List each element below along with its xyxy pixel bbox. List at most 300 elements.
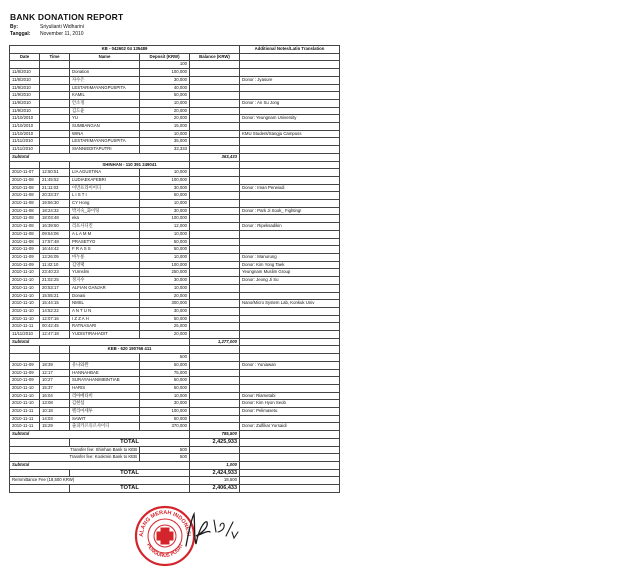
note-cell: Donor : Yuniawan	[240, 361, 340, 369]
date-cell: 2010-11-10	[10, 300, 40, 308]
name-cell: 김현섭	[70, 400, 140, 408]
note-cell	[240, 246, 340, 254]
balance-cell	[190, 377, 240, 385]
balance-cell	[190, 323, 240, 331]
name-cell: A N T U N	[70, 307, 140, 315]
name-cell: 정지수	[70, 277, 140, 285]
deposit-cell: 10,000	[140, 230, 190, 238]
cell	[10, 438, 70, 446]
subtotal-row	[10, 461, 340, 469]
subtotal-value: 1,000	[190, 461, 240, 469]
svg-text:PALANG MERAH INDONESIA: ALANG MERAH INDONESI	[138, 509, 192, 537]
date-cell: 2010-11-08	[10, 192, 40, 200]
time-cell: 16:04	[40, 392, 70, 400]
note-cell: Donor: Jeong Ji Su	[240, 277, 340, 285]
report-title: BANK DONATION REPORT	[10, 12, 124, 22]
name-cell: A L A M M	[70, 230, 140, 238]
time-cell	[40, 130, 70, 138]
table-row	[10, 377, 340, 385]
note-cell: Donor: Yeungnam University	[240, 115, 340, 123]
deposit-cell: 50,000	[140, 315, 190, 323]
date-cell: 2010-11-09	[10, 369, 40, 377]
time-cell	[40, 123, 70, 131]
balance-cell	[190, 184, 240, 192]
time-cell	[40, 76, 70, 84]
date-cell: 2010-11-08	[10, 230, 40, 238]
subtotal-row	[10, 431, 340, 439]
date-cell: 11/10/2010	[10, 123, 40, 131]
date-line	[10, 31, 84, 37]
deposit-cell: 20,000	[140, 107, 190, 115]
note-cell: KMU Student/Sangju Campuss	[240, 130, 340, 138]
table-row	[10, 130, 340, 138]
note-cell: Donor: Kim Yong Taek	[240, 261, 340, 269]
cell	[240, 346, 340, 354]
subtotal-row	[10, 153, 340, 161]
balance-cell	[190, 176, 240, 184]
deposit-cell: 10,000	[140, 253, 190, 261]
date-cell: 11/9/2010	[10, 92, 40, 100]
date-cell: 11/8/2010	[10, 76, 40, 84]
donation-table-body	[10, 46, 340, 493]
balance-cell	[190, 269, 240, 277]
time-cell: 12:50:51	[40, 169, 70, 177]
date-cell: 2010-11-10	[10, 384, 40, 392]
balance-cell	[190, 261, 240, 269]
table-row	[10, 315, 340, 323]
table-row	[10, 261, 340, 269]
balance-cell	[190, 192, 240, 200]
name-cell: 유나와완	[70, 361, 140, 369]
date-label: Tanggal:	[10, 31, 31, 37]
total-label: TOTAL	[70, 438, 190, 446]
table-row	[10, 69, 340, 77]
time-cell: 18:39	[40, 361, 70, 369]
table-row	[10, 384, 340, 392]
name-cell: I Z Z A H	[70, 315, 140, 323]
balance-cell	[190, 369, 240, 377]
time-cell: 09:54:06	[40, 230, 70, 238]
note-cell	[240, 323, 340, 331]
name-cell: LUDIAEKAFEBRI	[70, 176, 140, 184]
date-cell: 11/9/2010	[10, 99, 40, 107]
section-title: KEB - 620 190766 411	[70, 346, 190, 354]
balance-cell	[190, 361, 240, 369]
time-cell: 10:18	[40, 408, 70, 416]
date-cell: 2010-11-08	[10, 215, 40, 223]
note-cell: Donor : Park Ji Sook_ Fighting!	[240, 207, 340, 215]
deposit-cell: 20,000	[140, 115, 190, 123]
balance-cell	[190, 384, 240, 392]
deposit-cell: 10,000	[140, 200, 190, 208]
cell	[190, 454, 240, 462]
table-row	[10, 84, 340, 92]
name-cell: PRASETYO	[70, 238, 140, 246]
table-row	[10, 123, 340, 131]
table-row	[10, 207, 340, 215]
table-row	[10, 307, 340, 315]
table-row	[10, 92, 340, 100]
table-row	[10, 392, 340, 400]
time-cell: 00:42:45	[40, 323, 70, 331]
deposit-cell: 33,333	[140, 146, 190, 154]
name-cell: HARIS	[70, 384, 140, 392]
fee-value: 500	[140, 454, 190, 462]
name-cell: Donation	[70, 69, 140, 77]
table-row	[10, 107, 340, 115]
time-cell	[40, 115, 70, 123]
table-row	[10, 415, 340, 423]
balance-cell	[190, 307, 240, 315]
table-row	[10, 361, 340, 369]
table-row	[10, 284, 340, 292]
table-row	[10, 423, 340, 431]
date-cell: 2010-11-10	[10, 315, 40, 323]
name-cell: YU	[70, 115, 140, 123]
deposit-cell: 30,000	[140, 184, 190, 192]
subtotal-label: Subtotal	[10, 461, 190, 469]
svg-text:PENGURUS PUSAT: PENGURUS PUSAT	[145, 542, 185, 560]
cell	[40, 346, 70, 354]
header-row-account	[10, 46, 340, 54]
time-cell: 12:07:16	[40, 315, 70, 323]
date-cell: 2010-11-11	[10, 408, 40, 416]
name-cell: YUDISTIRAHADIT	[70, 331, 140, 339]
date-cell: 2010-11-08	[10, 176, 40, 184]
name-cell: SAWIT	[70, 415, 140, 423]
fee-label: Transfer fee: Shinhan Bank to KEB	[10, 446, 140, 454]
note-cell	[240, 238, 340, 246]
name-cell: LIA AGUSTINA	[70, 169, 140, 177]
note-cell: Donor : Manurung	[240, 253, 340, 261]
fee-row	[10, 446, 340, 454]
cell	[190, 446, 240, 454]
column-header: Deposit (KRW)	[140, 53, 190, 61]
name-cell: ALFIAN GANJAR	[70, 284, 140, 292]
deposit-cell: 25,000	[140, 323, 190, 331]
date-cell: 2010-11-10	[10, 284, 40, 292]
balance-cell	[190, 230, 240, 238]
note-cell	[240, 315, 340, 323]
balance-cell	[190, 138, 240, 146]
account-header: KB - 042602 04 135489	[10, 46, 240, 54]
name-cell: L I S T I	[70, 192, 140, 200]
date-cell	[10, 61, 40, 69]
balance-cell	[190, 69, 240, 77]
balance-cell	[190, 215, 240, 223]
balance-cell	[190, 84, 240, 92]
cell	[240, 438, 340, 446]
cell	[190, 346, 240, 354]
table-row	[10, 215, 340, 223]
total-label: TOTAL	[70, 485, 190, 493]
deposit-cell: 100,000	[140, 408, 190, 416]
time-cell: 15:37	[40, 384, 70, 392]
subtotal-value: 785,500	[190, 431, 240, 439]
time-cell	[40, 99, 70, 107]
table-row	[10, 253, 340, 261]
deposit-cell: 500	[140, 354, 190, 362]
balance-cell	[190, 415, 240, 423]
by-value: Sriyulianti Widharini	[40, 24, 84, 30]
note-cell	[240, 230, 340, 238]
column-header	[240, 53, 340, 61]
deposit-cell: 35,000	[140, 138, 190, 146]
name-cell: CY Hong	[70, 200, 140, 208]
date-cell: 2010-11-08	[10, 223, 40, 231]
date-cell: 2010-11-10	[10, 277, 40, 285]
note-cell	[240, 415, 340, 423]
time-cell: 19:56:30	[40, 200, 70, 208]
deposit-cell: 50,000	[140, 361, 190, 369]
time-cell: 12:17	[40, 369, 70, 377]
time-cell: 13:08	[40, 400, 70, 408]
balance-cell	[190, 277, 240, 285]
name-cell: 김영택	[70, 261, 140, 269]
time-cell: 15:29	[40, 423, 70, 431]
table-row	[10, 223, 340, 231]
name-cell: NMSL	[70, 300, 140, 308]
deposit-cell: 370,000	[140, 423, 190, 431]
cell	[10, 485, 70, 493]
time-cell: 18:24:32	[40, 207, 70, 215]
name-cell: WINA	[70, 130, 140, 138]
total-row	[10, 485, 340, 493]
table-row	[10, 246, 340, 254]
column-header: Date	[10, 53, 40, 61]
name-cell: SURAYAHANIMBINTIAB	[70, 377, 140, 385]
name-cell: 김도윤	[70, 107, 140, 115]
table-row	[10, 408, 340, 416]
deposit-cell: 50,000	[140, 415, 190, 423]
note-cell	[240, 107, 340, 115]
name-cell: YUmslim	[70, 269, 140, 277]
table-row	[10, 115, 340, 123]
deposit-cell: 20,000	[140, 331, 190, 339]
name-cell: 안소정	[70, 99, 140, 107]
balance-cell	[190, 423, 240, 431]
note-cell	[240, 369, 340, 377]
note-cell: Donor : Iman Perwiodi	[240, 184, 340, 192]
cell	[240, 454, 340, 462]
note-cell	[240, 331, 340, 339]
name-cell: 펠리마세투	[70, 408, 140, 416]
time-cell: 17:57:48	[40, 238, 70, 246]
note-cell	[240, 200, 340, 208]
table-row	[10, 269, 340, 277]
note-cell: Donor : Jyasure	[240, 76, 340, 84]
time-cell: 15:44:15	[40, 300, 70, 308]
date-cell: 2010-11-09	[10, 253, 40, 261]
time-cell: 20:33:37	[40, 192, 70, 200]
deposit-cell: 100	[140, 61, 190, 69]
deposit-cell: 100,000	[140, 176, 190, 184]
deposit-cell: 50,000	[140, 377, 190, 385]
total-value: 2,406,433	[190, 485, 240, 493]
balance-cell	[190, 408, 240, 416]
balance-cell	[190, 253, 240, 261]
balance-cell	[190, 200, 240, 208]
note-cell: Donor: Zulfikar Yursaidi	[240, 423, 340, 431]
note-cell: Donor: Riametabi	[240, 392, 340, 400]
table-row	[10, 300, 340, 308]
column-header: Time	[40, 53, 70, 61]
balance-cell	[190, 107, 240, 115]
handwritten-signature	[180, 510, 240, 550]
date-cell: 11/11/2010	[10, 331, 40, 339]
note-cell	[240, 138, 340, 146]
note-cell	[240, 61, 340, 69]
header-row-columns	[10, 53, 340, 61]
cell	[10, 161, 40, 169]
time-cell: 16:44:42	[40, 246, 70, 254]
section-header-row	[10, 346, 340, 354]
note-cell: Donor: Kim Hyon Seob	[240, 400, 340, 408]
name-cell: SUMBANGAN	[70, 123, 140, 131]
date-cell: 2010-11-09	[10, 377, 40, 385]
time-cell	[40, 107, 70, 115]
subtotal-label: Subtotal	[10, 338, 190, 346]
date-cell: 2010-11-10	[10, 269, 40, 277]
note-cell	[240, 69, 340, 77]
cell	[10, 469, 70, 477]
subtotal-value: 363,433	[190, 153, 240, 161]
balance-cell	[190, 169, 240, 177]
time-cell	[40, 84, 70, 92]
time-cell: 20:53:17	[40, 284, 70, 292]
date-cell: 2010-11-08	[10, 207, 40, 215]
name-cell	[70, 61, 140, 69]
balance-cell	[190, 146, 240, 154]
deposit-cell: 20,000	[140, 292, 190, 300]
deposit-cell: 100,000	[140, 69, 190, 77]
note-cell: Donor: Pelimasetu	[240, 408, 340, 416]
date-cell: 2010-11-07	[10, 169, 40, 177]
name-cell: KAMIL	[70, 92, 140, 100]
deposit-cell: 30,000	[140, 76, 190, 84]
balance-cell	[190, 400, 240, 408]
date-cell: 11/11/2010	[10, 138, 40, 146]
balance-cell	[190, 61, 240, 69]
note-cell	[240, 307, 340, 315]
total-value: 2,424,933	[190, 469, 240, 477]
balance-cell	[190, 292, 240, 300]
name-cell: 리프사디킨	[70, 223, 140, 231]
note-cell	[240, 292, 340, 300]
time-cell: 10:27	[40, 377, 70, 385]
table-row	[10, 146, 340, 154]
note-cell: Nano/Micro System Lab, Konkuk Univ	[240, 300, 340, 308]
name-cell: LESTARIMAYANGPUSPITA	[70, 84, 140, 92]
notes-header: Additional Notes/Latin Translation	[240, 46, 340, 54]
note-cell	[240, 215, 340, 223]
name-cell: 리아메타비	[70, 392, 140, 400]
time-cell	[40, 92, 70, 100]
deposit-cell: 300,000	[140, 300, 190, 308]
cell	[10, 346, 40, 354]
name-cell: eka	[70, 215, 140, 223]
table-row	[10, 230, 340, 238]
balance-cell	[190, 76, 240, 84]
date-cell: 11/9/2010	[10, 84, 40, 92]
date-cell: 2010-11-08	[10, 238, 40, 246]
deposit-cell: 10,000	[140, 169, 190, 177]
table-row	[10, 169, 340, 177]
deposit-cell: 100,000	[140, 261, 190, 269]
note-cell	[240, 84, 340, 92]
name-cell: 줄피카르유르사이디	[70, 423, 140, 431]
table-row	[10, 61, 340, 69]
subtotal-label: Subtotal	[10, 431, 190, 439]
deposit-cell: 100,000	[140, 215, 190, 223]
deposit-cell: 50,000	[140, 192, 190, 200]
date-value: November 11, 2010	[40, 31, 84, 37]
column-header: Name	[70, 53, 140, 61]
balance-cell	[190, 115, 240, 123]
date-cell: 2010-11-11	[10, 415, 40, 423]
deposit-cell: 30,000	[140, 277, 190, 285]
cell	[240, 485, 340, 493]
name-cell: F R A S S	[70, 246, 140, 254]
balance-cell	[190, 238, 240, 246]
subtotal-label: Subtotal	[10, 153, 190, 161]
name-cell: 마누룽	[70, 253, 140, 261]
total-row	[10, 469, 340, 477]
time-cell	[40, 61, 70, 69]
section-title: SHINHAN - 110 391 249041	[70, 161, 190, 169]
balance-cell	[190, 354, 240, 362]
deposit-cell: 40,000	[140, 84, 190, 92]
date-cell: 2010-11-09	[10, 361, 40, 369]
section-header-row	[10, 161, 340, 169]
column-header: Balance (KRW)	[190, 53, 240, 61]
deposit-cell: 50,000	[140, 384, 190, 392]
date-cell: 2010-11-10	[10, 307, 40, 315]
table-row	[10, 331, 340, 339]
balance-cell	[190, 99, 240, 107]
balance-cell	[190, 392, 240, 400]
cell	[240, 477, 340, 485]
balance-cell	[190, 331, 240, 339]
total-row	[10, 438, 340, 446]
deposit-cell: 50,000	[140, 238, 190, 246]
fee-label: Transfer fee: Kookmin Bank to KEB	[10, 454, 140, 462]
cell	[240, 338, 340, 346]
table-row	[10, 238, 340, 246]
name-cell: 자수은	[70, 76, 140, 84]
date-cell	[10, 354, 40, 362]
deposit-cell: 10,000	[140, 284, 190, 292]
time-cell: 13:26:05	[40, 253, 70, 261]
time-cell: 16:39:50	[40, 223, 70, 231]
time-cell: 18:03:48	[40, 215, 70, 223]
table-row	[10, 76, 340, 84]
balance-cell	[190, 207, 240, 215]
deposit-cell: 250,000	[140, 269, 190, 277]
table-row	[10, 277, 340, 285]
note-cell: Donor : An Su Jong	[240, 99, 340, 107]
name-cell: RATNASARI	[70, 323, 140, 331]
name-cell: HANNAHBAE	[70, 369, 140, 377]
date-cell: 2010-11-08	[10, 184, 40, 192]
time-cell	[40, 69, 70, 77]
table-row	[10, 369, 340, 377]
date-cell: 2010-11-10	[10, 292, 40, 300]
time-cell: 21:02:25	[40, 277, 70, 285]
table-row	[10, 184, 340, 192]
cell	[40, 161, 70, 169]
deposit-cell: 12,000	[140, 223, 190, 231]
